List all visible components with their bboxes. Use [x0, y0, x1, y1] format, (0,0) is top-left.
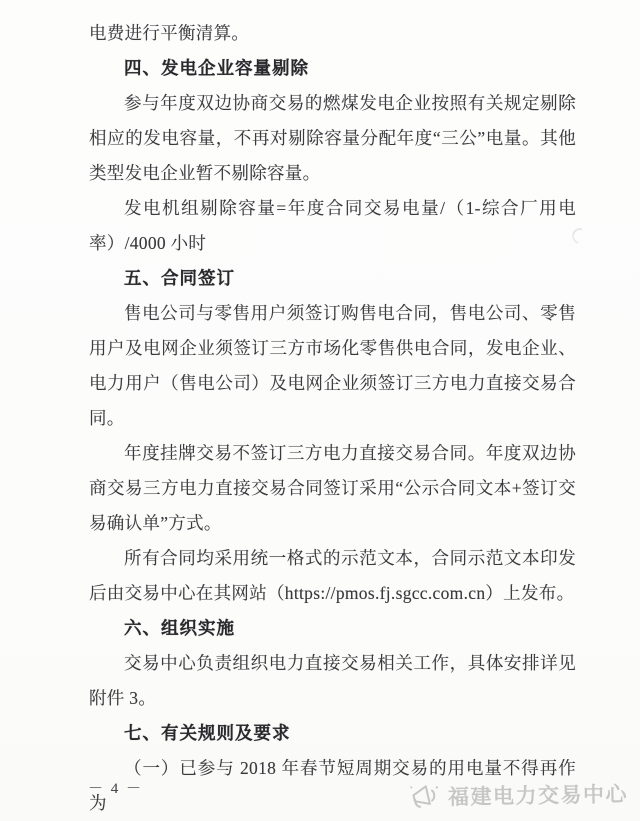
watermark [408, 777, 629, 813]
watermark-text: 福建电力交易中心 [447, 782, 629, 810]
paragraph: 参与年度双边协商交易的燃煤发电企业按照有关规定剔除相应的发电容量，不再对剔除容量分配年度“三公”电量。其他类型发电企业暂不剔除容量。 [89, 93, 576, 183]
page-number: － 4 － [88, 781, 144, 797]
paragraph: 售电公司与零售用户须签订购售电合同，售电公司、零售用户及电网企业须签订三方市场化零售供电合同，发电企业、电力用户（售电公司）及电网企业须签订三方电力直接交易合同。 [89, 303, 576, 428]
megaphone-icon [408, 780, 443, 813]
paragraph: 电费进行平衡清算。 [89, 23, 250, 43]
section-heading-7: 七、有关规则及要求 [124, 723, 291, 743]
paragraph: （一）已参与 2018 年春节短周期交易的用电量不得再作为 [89, 758, 576, 813]
paragraph: 所有合同均采用统一格式的示范文本，合同示范文本印发后由交易中心在其网站（https://pmos.fj.sgcc.com.cn）上发布。 [89, 548, 576, 603]
paragraph: 年度挂牌交易不签订三方电力直接交易合同。年度双边协商交易三方电力直接交易合同签订采用“公示合同文本+签订交易确认单”方式。 [89, 443, 576, 533]
paragraph-formula: 发电机组剔除容量=年度合同交易电量/（1-综合厂用电率）/4000 小时 [89, 198, 576, 253]
section-heading-6: 六、组织实施 [124, 618, 235, 638]
section-heading-5: 五、合同签订 [124, 268, 235, 288]
section-heading-4: 四、发电企业容量剔除 [124, 58, 309, 78]
paragraph: 交易中心负责组织电力直接交易相关工作，具体安排详见附件 3。 [89, 653, 576, 708]
document-body [89, 16, 576, 821]
